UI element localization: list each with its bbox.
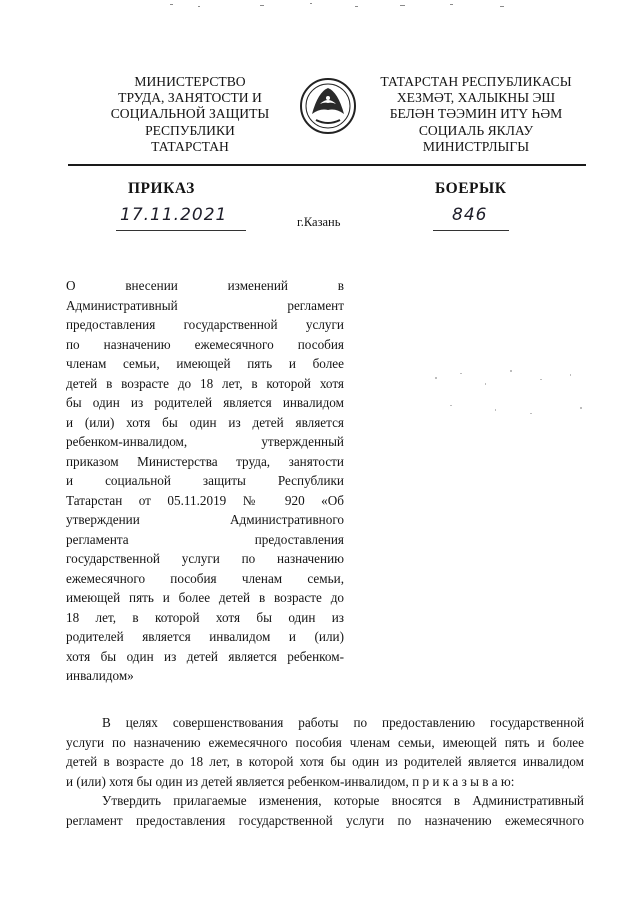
body-line: Утвердить прилагаемые изменения, которые вносятся в Административный xyxy=(102,793,584,808)
subject-line: 18 лет, в которой хотя бы один из xyxy=(66,609,344,625)
order-title-ru: ПРИКАЗ xyxy=(128,180,195,197)
subject-line: имеющей пять и более детей в возрасте до xyxy=(66,590,344,605)
ministry-ru-line: РЕСПУБЛИКИ xyxy=(145,122,235,138)
order-number: 846 xyxy=(452,205,488,225)
subject-line: О внесении изменений в xyxy=(66,278,344,293)
subject-line: ребенком-инвалидом, утвержденный xyxy=(66,434,344,449)
subject-line: по назначению ежемесячного пособия xyxy=(66,336,344,352)
subject-line: детей в возрасте до 18 лет, в которой хотя xyxy=(66,375,344,391)
ministry-name-tt xyxy=(362,74,590,155)
subject-line: утверждении Административного xyxy=(66,512,344,527)
tatarstan-emblem-icon xyxy=(298,76,358,136)
ministry-tt-line: ХЕЗМӘТ, ХАЛЫКНЫ ЭШ xyxy=(396,90,556,106)
subject-line: и (или) хотя бы один из детей является xyxy=(66,414,344,430)
order-city: г.Казань xyxy=(297,215,341,229)
body-line: детей в возрасте до 18 лет, в которой хотя бы один из родителей является инвалидом xyxy=(66,754,584,769)
subject-line: Административный регламент xyxy=(66,297,344,313)
ministry-ru-line: ТРУДА, ЗАНЯТОСТИ И xyxy=(118,90,262,106)
body-line: и (или) хотя бы один из детей является ребенком-инвалидом, п р и к а з ы в а ю: xyxy=(66,773,515,789)
subject-line: и социальной защиты Республики xyxy=(66,473,344,488)
subject-line: Татарстан от 05.11.2019 № 920 «Об xyxy=(66,492,344,508)
order-body xyxy=(66,713,584,830)
ministry-tt-line: СОЦИАЛЬ ЯКЛАУ xyxy=(418,122,534,138)
ministry-tt-line: МИНИСТРЛЫГЫ xyxy=(422,138,530,154)
subject-line: приказом Министерства труда, занятости xyxy=(66,453,344,469)
header-divider xyxy=(68,164,586,166)
body-paragraph xyxy=(66,791,584,830)
ministry-ru-line: ТАТАРСТАН xyxy=(151,138,229,154)
scan-noise xyxy=(430,365,600,425)
subject-line: государственной услуги по назначению xyxy=(66,551,344,566)
subject-line: хотя бы один из детей является ребенком- xyxy=(66,648,344,664)
order-title-tt: БОЕРЫК xyxy=(435,180,507,197)
subject-line: инвалидом» xyxy=(66,668,134,683)
body-line: В целях совершенствования работы по предоставлению государственной xyxy=(102,715,584,730)
subject-line: ежемесячного пособия членам семьи, xyxy=(66,570,344,586)
subject-line: предоставления государственной услуги xyxy=(66,317,344,332)
body-line: регламент предоставления государственной услуги по назначению ежемесячного xyxy=(66,812,584,828)
date-underline xyxy=(116,230,246,231)
ministry-name-ru xyxy=(90,74,290,155)
ministry-ru-line: СОЦИАЛЬНОЙ ЗАЩИТЫ xyxy=(110,106,270,122)
subject-line: бы один из родителей является инвалидом xyxy=(66,395,344,410)
number-underline xyxy=(433,230,509,231)
body-line: услуги по назначению ежемесячного пособия членам семьи, имеющей пять и более xyxy=(66,734,584,750)
ministry-tt-line: ТАТАРСТАН РЕСПУБЛИКАСЫ xyxy=(380,74,572,89)
subject-line: родителей является инвалидом и (или) xyxy=(66,629,344,644)
ministry-ru-line: МИНИСТЕРСТВО xyxy=(134,74,246,89)
order-subject xyxy=(66,276,344,686)
subject-line: регламента предоставления xyxy=(66,531,344,547)
ministry-tt-line: БЕЛӘН ТӘЭМИН ИТҮ ҺӘМ xyxy=(389,106,563,122)
subject-line: членам семьи, имеющей пять и более xyxy=(66,356,344,371)
body-paragraph xyxy=(66,713,584,791)
order-date: 17.11.2021 xyxy=(120,205,228,225)
scan-noise xyxy=(150,0,550,12)
